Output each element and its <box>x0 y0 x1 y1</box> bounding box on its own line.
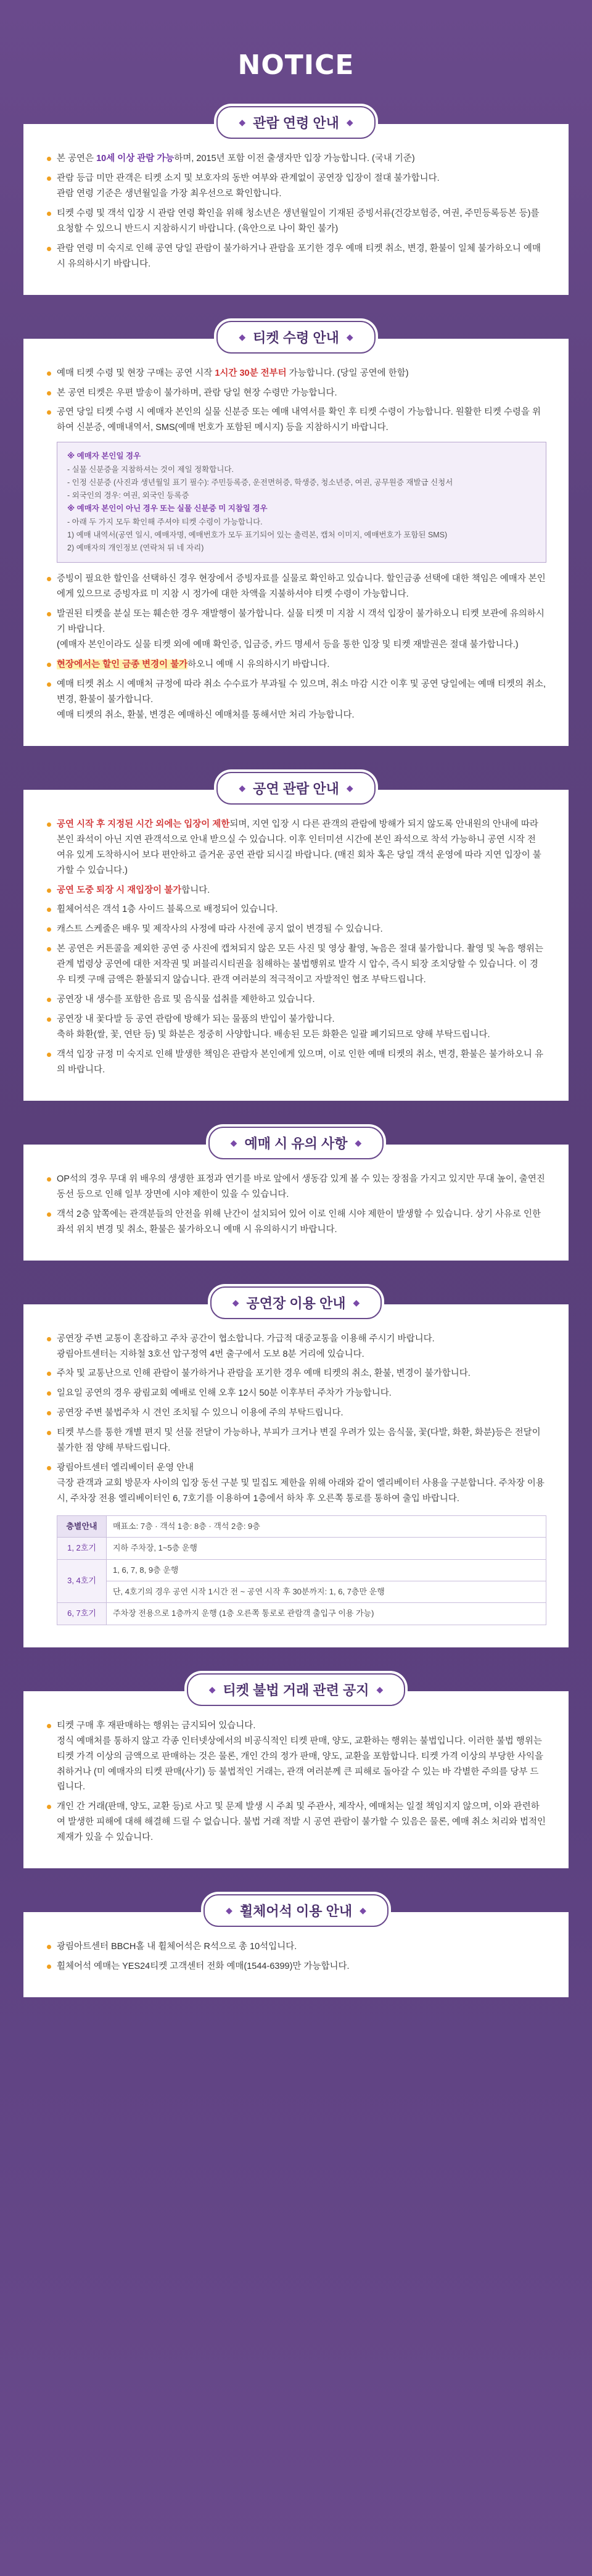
list-item <box>46 241 546 272</box>
heading-text: 예매 시 유의 사항 <box>244 1135 348 1151</box>
list-item <box>46 405 546 436</box>
diamond-icon: ◆ <box>376 1684 384 1694</box>
item-text: 하며, 2015년 포함 이전 출생자만 입장 가능합니다. (국내 기준) <box>174 154 415 164</box>
heading-text: 티켓 수령 안내 <box>253 329 339 346</box>
table-cell: 매표소: 7층 · 객석 1층: 8층 · 객석 2층: 9층 <box>107 1515 546 1537</box>
table-cell: 3, 4호기 <box>57 1559 107 1603</box>
highlight-text: 10세 이상 관람 가능 <box>96 154 175 164</box>
section-heading <box>208 1127 384 1159</box>
item-text: 객석 2층 앞쪽에는 관객분들의 안전을 위해 난간이 설치되어 있어 이로 인해 시야 제한이 발생할 수 있습니다. 상기 사유로 인한 좌석 위치 변경 및 취소, 환불은 불가하오니 예매 시 유의하시기 바랍니다. <box>57 1209 541 1235</box>
list-item <box>46 1799 546 1845</box>
venue-section <box>23 1286 569 1647</box>
note-line: - 아래 두 가지 모두 확인해 주셔야 티켓 수령이 가능합니다. <box>67 517 263 526</box>
diamond-icon: ◆ <box>346 782 353 793</box>
list-item <box>46 171 546 202</box>
item-text: 합니다. <box>181 885 210 895</box>
diamond-icon: ◆ <box>346 117 353 127</box>
list-item <box>46 1207 546 1238</box>
list-item <box>46 677 546 723</box>
table-cell: 지하 주차장, 1~5층 운행 <box>107 1538 546 1559</box>
list-item <box>46 1425 546 1456</box>
list-item <box>46 657 546 673</box>
item-text: 본 공연은 커튼콜을 제외한 공연 중 사진에 캡쳐되지 않은 모든 사진 및 영상 촬영, 녹음은 절대 불가합니다. 촬영 및 녹음 행위는 관계 법령상 공연에 대한 저작권 및 퍼블리시티권을 침해하는 불법행위로 발각 시 압수, 즉시 퇴장 조치당할 수 있습니다. 이 경우 티켓 구매 금액은 환불되지 않습니다. 관객 여러분의 적극적이고 자발적인 협조 부탁드립니다. <box>57 944 543 985</box>
item-text: 주차 및 교통난으로 인해 관람이 불가하거나 관람을 포기한 경우 예매 티켓의 취소, 환불, 변경이 불가합니다. <box>57 1369 471 1379</box>
diamond-icon: ◆ <box>239 782 246 793</box>
item-subtext: (예매자 본인이라도 실물 티켓 외에 예매 확인증, 입금증, 카드 명세서 등을 통한 입장 및 티켓 재발권은 절대 불가합니다.) <box>57 640 519 650</box>
table-cell: 1, 2호기 <box>57 1538 107 1559</box>
list-item <box>46 1939 546 1955</box>
item-text: 예매 티켓 수령 및 현장 구매는 공연 시작 <box>57 368 215 378</box>
table-row <box>57 1581 546 1603</box>
item-text: 관람 등급 미만 관객은 티켓 소지 및 보호자의 동반 여부와 관계없이 공연장 입장이 절대 불가합니다. <box>57 173 440 183</box>
item-text: 휠체어석 예매는 YES24티켓 고객센터 전화 예매(1544-6399)만 가능합니다. <box>57 1961 350 1972</box>
item-text: 일요일 공연의 경우 광림교회 예배로 인해 오후 12시 50분 이후부터 주차가 가능합니다. <box>57 1388 392 1399</box>
list-item <box>46 922 546 937</box>
list-item <box>46 1406 546 1421</box>
list-item <box>46 206 546 237</box>
wheelchair-section <box>23 1894 569 1997</box>
age-section <box>23 106 569 295</box>
section-header <box>23 106 569 139</box>
item-text: 가능합니다. (당일 공연에 한함) <box>286 368 409 378</box>
heading-text: 공연장 이용 안내 <box>246 1295 346 1311</box>
item-text: 티켓 부스를 통한 개별 편지 및 선물 전달이 가능하나, 부피가 크거나 변질 우려가 있는 음식물, 꽃(다발, 화환, 화분)등은 전달이 불가한 점 양해 부탁드립니다. <box>57 1428 541 1454</box>
section-header <box>23 321 569 354</box>
table-header: 층별안내 <box>57 1515 107 1537</box>
item-text: 캐스트 스케줄은 배우 및 제작사의 사정에 따라 사전에 공지 없이 변경될 수 있습니다. <box>57 924 383 935</box>
table-row <box>57 1515 546 1537</box>
list-item <box>46 1460 546 1507</box>
heading-text: 공연 관람 안내 <box>253 781 339 797</box>
item-text: 관람 연령 미 숙지로 인해 공연 당일 관람이 불가하거나 관람을 포기한 경우 예매 티켓 취소, 변경, 환불이 일체 불가하오니 예매 시 유의하시기 바랍니다. <box>57 243 541 269</box>
item-text: 되며, 지연 입장 시 다른 관객의 관람에 방해가 되지 않도록 안내원의 안내에 따라 본인 좌석이 아닌 지연 관객석으로 안내 받으실 수 있습니다. 이후 인터미션 시간에 본인 좌석으로 착석 가능하니 공연 시작 전 여유 있게 도착하시어 보다 편안하고 즐거운 공연 관람 되시길 바랍니다. (매진 회차 혹은 당일 객석 운영에 따라 지연 입장이 불가할 수 있습니다.) <box>57 819 541 876</box>
list-item <box>46 992 546 1008</box>
section-header <box>23 772 569 805</box>
section-heading <box>210 1286 382 1319</box>
section-body <box>23 1145 569 1261</box>
item-text: 광림아트센터 엘리베이터 운영 안내 <box>57 1463 194 1473</box>
diamond-icon: ◆ <box>230 1137 237 1148</box>
note-line: - 인정 신분증 (사진과 생년월일 표기 필수): 주민등록증, 운전면허증, 학생증, 청소년증, 여권, 공무원증 재발급 신청서 <box>67 478 453 487</box>
section-heading <box>187 1673 406 1706</box>
list-item <box>46 817 546 879</box>
diamond-icon: ◆ <box>360 1905 366 1916</box>
booking-section <box>23 1127 569 1261</box>
list-item <box>46 1047 546 1078</box>
list-item <box>46 1012 546 1043</box>
section-body <box>23 1304 569 1647</box>
list-item <box>46 902 546 917</box>
section-header <box>23 1673 569 1706</box>
heading-text: 휠체어석 이용 안내 <box>239 1903 353 1920</box>
item-text: 공연장 주변 불법주차 시 견인 조치될 수 있으니 이용에 주의 부탁드립니다. <box>57 1408 343 1418</box>
section-heading <box>204 1894 388 1927</box>
table-cell: 주차장 전용으로 1층까지 운행 (1층 오른쪽 통로로 관람객 출입구 이용 가능) <box>107 1603 546 1625</box>
list-item <box>46 942 546 988</box>
item-subtext: 정식 예매처를 통하지 않고 각종 인터넷상에서의 비공식적인 티켓 판매, 양도, 교환하는 행위는 불법입니다. 이러한 불법 행위는 티켓 가격 이상의 금액으로 판매하는 것은 물론, 개인 간의 정가 판매, 양도, 교환을 포함합니다. 티켓 가격 이상의 부당한 사익을 취하거나 (미 예매자의 티켓 판매(사기) 등 불법적인 거래는, 관객 여러분께 큰 피해로 돌아갈 수 있는 바 각별한 주의를 당부 드립니다. <box>57 1736 543 1792</box>
note-line: 1) 예매 내역서(공연 일시, 예매자명, 예매번호가 모두 표기되어 있는 출력본, 캡처 이미지, 예매번호가 포함된 SMS) <box>67 530 448 539</box>
list-item <box>46 1959 546 1974</box>
list-item <box>46 1386 546 1401</box>
item-text: OP석의 경우 무대 위 배우의 생생한 표정과 연기를 바로 앞에서 생동감 있게 볼 수 있는 장점을 가지고 있지만 무대 높이, 출연진 동선 등으로 인해 일부 장면에 시야 제한이 있을 수 있습니다. <box>57 1174 545 1199</box>
note-line: - 실물 신분증을 지참하셔는 것이 제일 정확합니다. <box>67 465 234 474</box>
heading-text: 티켓 불법 거래 관련 공지 <box>223 1682 369 1698</box>
item-text: 공연장 내 꽃다발 등 공연 관람에 방해가 되는 물품의 반입이 불가합니다. <box>57 1014 335 1025</box>
item-subtext: 극장 관객과 교회 방문자 사이의 입장 동선 구분 및 밀집도 제한을 위해 아래와 같이 엘리베이터 사용을 구분합니다. 주차장 이용 시, 주차장 전용 엘리베이터인 6, 7호기를 이용하여 1층에서 하차 후 오른쪽 통로를 통하여 출입 바랍니다. <box>57 1478 545 1504</box>
diamond-icon: ◆ <box>346 331 353 342</box>
diamond-icon: ◆ <box>239 331 246 342</box>
item-text: 하오니 예매 시 유의하시기 바랍니다. <box>187 660 330 669</box>
highlight-text: 현장에서는 할인 금종 변경이 불가 <box>57 660 188 669</box>
table-row <box>57 1559 546 1581</box>
page-title: NOTICE <box>237 49 355 81</box>
section-heading <box>216 772 375 805</box>
section-body <box>23 339 569 746</box>
section-body <box>23 1691 569 1869</box>
diamond-icon: ◆ <box>232 1297 239 1307</box>
resale-section <box>23 1673 569 1869</box>
list-item <box>46 386 546 401</box>
item-text: 공연장 내 생수를 포함한 음료 및 음식물 섭취를 제한하고 있습니다. <box>57 995 315 1005</box>
section-body <box>23 124 569 295</box>
diamond-icon: ◆ <box>353 1297 360 1307</box>
item-text: 광림아트센터 BBCH홀 내 휠체어석은 R석으로 총 10석입니다. <box>57 1942 297 1952</box>
section-heading <box>216 321 375 354</box>
id-note-box <box>57 442 546 563</box>
item-text: 공연장 주변 교통이 혼잡하고 주차 공간이 협소합니다. 가급적 대중교통을 이용해 주시기 바랍니다. <box>57 1333 435 1344</box>
list-item <box>46 366 546 381</box>
note-heading: ※ 예매자 본인일 경우 <box>67 452 141 461</box>
item-text: 증빙이 필요한 할인을 선택하신 경우 현장에서 증빙자료를 실물로 확인하고 있습니다. 할인금종 선택에 대한 책임은 예매자 본인에게 있으므로 증빙자료 미 지참 시 정가에 대한 차액을 지불하셔야 티켓 수령이 가능합니다. <box>57 574 546 600</box>
list-item <box>46 883 546 898</box>
table-row <box>57 1603 546 1625</box>
list-item <box>46 1172 546 1203</box>
table-cell: 단, 4호기의 경우 공연 시작 1시간 전 ~ 공연 시작 후 30분까지: 1, 6, 7층만 운행 <box>107 1581 546 1603</box>
table-cell: 6, 7호기 <box>57 1603 107 1625</box>
item-text: 휠체어석은 객석 1층 사이드 블록으로 배정되어 있습니다. <box>57 905 278 915</box>
section-header <box>23 1894 569 1927</box>
item-text: 예매 티켓 취소 시 예매처 규정에 따라 취소 수수료가 부과될 수 있으며, 취소 마감 시간 이후 및 공연 당일에는 예매 티켓의 취소, 변경, 환불이 불가합니다. <box>57 679 546 705</box>
elevator-table <box>57 1515 546 1625</box>
section-header <box>23 1286 569 1319</box>
diamond-icon: ◆ <box>226 1905 232 1916</box>
table-cell: 1, 6, 7, 8, 9층 운행 <box>107 1559 546 1581</box>
list-item <box>46 607 546 653</box>
highlight-text: 공연 도중 퇴장 시 재입장이 불가 <box>57 885 182 895</box>
list-item <box>46 1366 546 1381</box>
list-item <box>46 1331 546 1362</box>
item-text: 티켓 수령 및 객석 입장 시 관람 연령 확인을 위해 청소년은 생년월일이 기재된 증빙서류(건강보험증, 여권, 주민등록등본 등)를 요청할 수 있으니 반드시 지참하시기 바랍니다. (육안으로 나이 확인 불가) <box>57 208 540 234</box>
highlight-text: 공연 시작 후 지정된 시간 외에는 입장이 제한 <box>57 819 230 829</box>
item-text: 티켓 구매 후 재판매하는 행위는 금지되어 있습니다. <box>57 1720 256 1731</box>
list-item <box>46 571 546 602</box>
section-heading <box>216 106 375 139</box>
list-item <box>46 1718 546 1795</box>
diamond-icon: ◆ <box>239 117 246 127</box>
viewing-section <box>23 772 569 1101</box>
note-line: 2) 예매자의 개인정보 (연락처 뒤 네 자리) <box>67 544 204 553</box>
diamond-icon: ◆ <box>208 1684 216 1694</box>
note-heading: ※ 예매자 본인이 아닌 경우 또는 실물 신분증 미 지참일 경우 <box>67 504 268 513</box>
table-row <box>57 1538 546 1559</box>
diamond-icon: ◆ <box>355 1137 362 1148</box>
item-text: 발권된 티켓을 분실 또는 훼손한 경우 재발행이 불가합니다. 실물 티켓 미 지참 시 객석 입장이 불가하오니 티켓 보관에 유의하시기 바랍니다. <box>57 609 545 635</box>
item-text: 본 공연은 <box>57 154 97 164</box>
item-subtext: 축하 화환(쌀, 꽃, 연탄 등) 및 화분은 정중히 사양합니다. 배송된 모든 화환은 일괄 폐기되므로 양해 부탁드립니다. <box>57 1030 490 1040</box>
highlight-text: 1시간 30분 전부터 <box>215 368 287 378</box>
heading-text: 관람 연령 안내 <box>253 115 339 131</box>
section-header <box>23 1127 569 1159</box>
item-text: 개인 간 거래(판매, 양도, 교환 등)로 사고 및 문제 발생 시 주최 및 주관사, 제작사, 예매처는 일절 책임지지 않으며, 이와 관련하여 발생한 피해에 대해 해결해 드릴 수 없습니다. 불법 거래 적발 시 공연 관람이 불가할 수 있음은 물론, 예매 취소 처리와 법적인 제재가 있을 수 있습니다. <box>57 1802 546 1843</box>
section-body <box>23 790 569 1101</box>
item-text: 공연 당일 티켓 수령 시 예매자 본인의 실물 신분증 또는 예매 내역서를 확인 후 티켓 수령이 가능합니다. 원활한 티켓 수령을 위하여 신분증, 예매내역서, SMS(예매 번호가 포함된 메시지) 등을 지참하시기 바랍니다. <box>57 407 541 433</box>
ticket-section <box>23 321 569 746</box>
note-line: - 외국인의 경우: 여권, 외국인 등록증 <box>67 491 189 500</box>
item-subtext: 예매 티켓의 취소, 환불, 변경은 예매하신 예매처를 통해서만 처리 가능합니다. <box>57 710 355 720</box>
list-item <box>46 151 546 167</box>
item-text: 객석 입장 규정 미 숙지로 인해 발생한 책임은 관람자 본인에게 있으며, 이로 인한 예매 티켓의 취소, 변경, 환불은 불가하오니 유의 바랍니다. <box>57 1049 543 1075</box>
item-subtext: 관람 연령 기준은 생년월일을 가장 최우선으로 확인합니다. <box>57 188 282 199</box>
item-text: 본 공연 티켓은 우편 발송이 불가하며, 관람 당일 현장 수령만 가능합니다. <box>57 387 337 398</box>
item-subtext: 광림아트센터는 지하철 3호선 압구정역 4번 출구에서 도보 8분 거리에 있습니다. <box>57 1349 364 1359</box>
